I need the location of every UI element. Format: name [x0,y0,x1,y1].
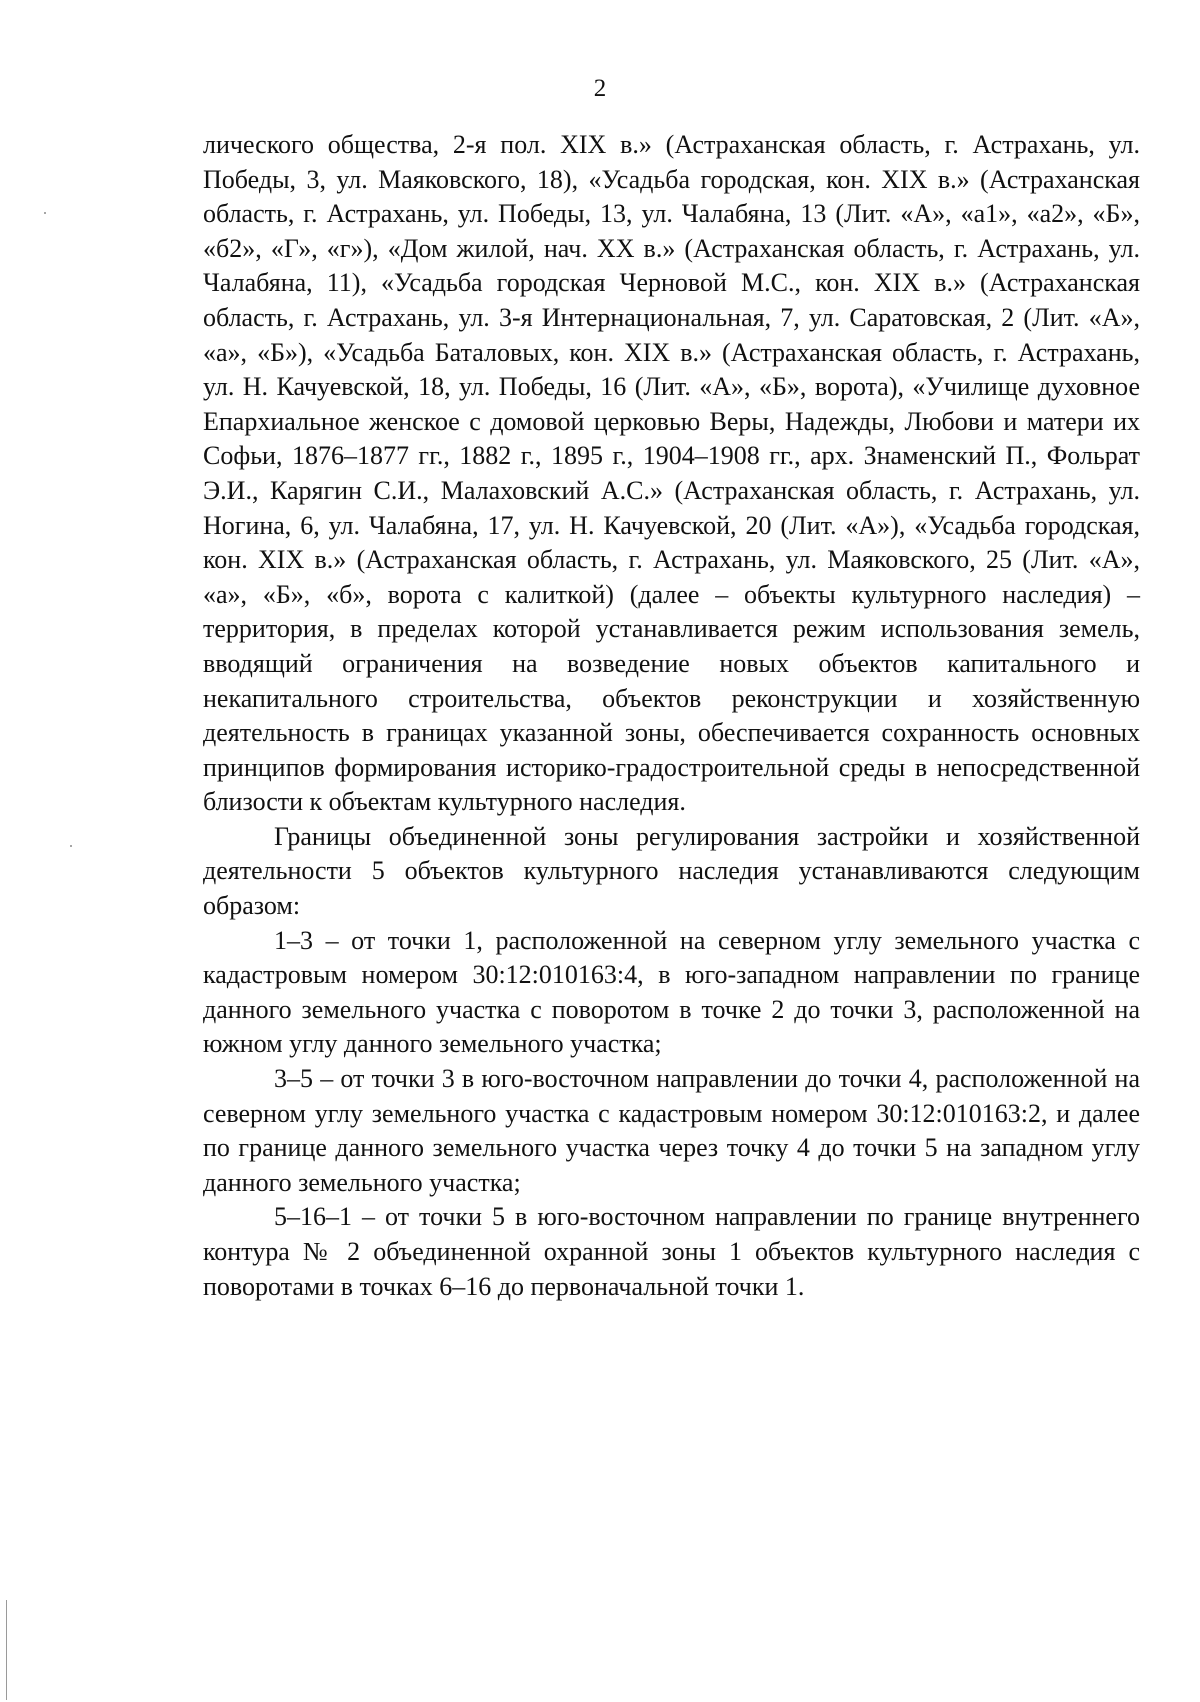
scan-speck [70,845,72,847]
scan-speck [44,212,46,214]
document-body [203,128,1140,1304]
paragraph-zone-boundaries-intro: Границы объединенной зоны регулирования застройки и хозяйственной деятельности 5 объектов культурного наследия устанавливаются следующим образом: [203,821,1140,921]
scan-edge-mark [6,1600,7,1700]
paragraph-boundary-5-16-1: 5–16–1 – от точки 5 в юго-восточном направлении по границе внутреннего контура № 2 объединенной охранной зоны 1 объектов культурного наследия с поворотами в точках 6–16 до первоначальной точки 1. [203,1202,1140,1301]
page-number: 2 [593,75,607,102]
paragraph-boundary-1-3: 1–3 – от точки 1, расположенной на северном углу земельного участка с кадастровым номером 30:12:010163:4, в юго-западном направлении по границе данного земельного участка с поворотом в точке 2 до точки 3, расположенной на южном углу данного земельного участка; [203,925,1140,1059]
paragraph-object-list: лического общества, 2-я пол. XIX в.» (Астраханская область, г. Астрахань, ул. Победы, 3, ул. Маяковского, 18), «Усадьба городская, кон. XIX в.» (Астраханская область, г. Астрахань, ул. Победы, 13, ул. Чалабяна, 13 (Лит. «А», «а1», «а2», «Б», «б2», «Г», «г»), «Дом жилой, нач. XX в.» (Астраханская область, г. Астрахань, ул. Чалабяна, 11), «Усадьба городская Черновой М.С., кон. XIX в.» (Астраханская область, г. Астрахань, ул. 3-я Интернациональная, 7, ул. Саратовская, 2 (Лит. «А», «а», «Б»), «Усадьба Баталовых, кон. XIX в.» (Астраханская область, г. Астрахань, ул. Н. Качуевской, 18, ул. Победы, 16 (Лит. «А», «Б», ворота), «Училище духовное Епархиальное женское с домовой церковью Веры, Надежды, Любови и матери их Софьи, 1876–1877 гг., 1882 г., 1895 г., 1904–1908 гг., арх. Знаменский П., Фольрат Э.И., Карягин С.И., Малаховский А.С.» (Астраханская область, г. Астрахань, ул. Ногина, 6, ул. Чалабяна, 17, ул. Н. Качуевской, 20 (Лит. «А»), «Усадьба городская, кон. XIX в.» (Астраханская область, г. Астрахань, ул. Маяковского, 25 (Лит. «А», «а», «Б», «б», ворота с калиткой) (далее – объекты культурного наследия) – территория, в пределах которой устанавливается режим использования земель, вводящий ограничения на возведение новых объектов капитального и некапитального строительства, объектов реконструкции и хозяйственную деятельность в границах указанной зоны, обеспечивается сохранность основных принципов формирования историко-градостроительной среды в непосредственной близости к объектам культурного наследия. [203,130,1140,817]
paragraph-boundary-3-5: 3–5 – от точки 3 в юго-восточном направлении до точки 4, расположенной на северном углу земельного участка с кадастровым номером 30:12:010163:2, и далее по границе данного земельного участка через точку 4 до точки 5 на западном углу данного земельного участка; [203,1064,1140,1197]
